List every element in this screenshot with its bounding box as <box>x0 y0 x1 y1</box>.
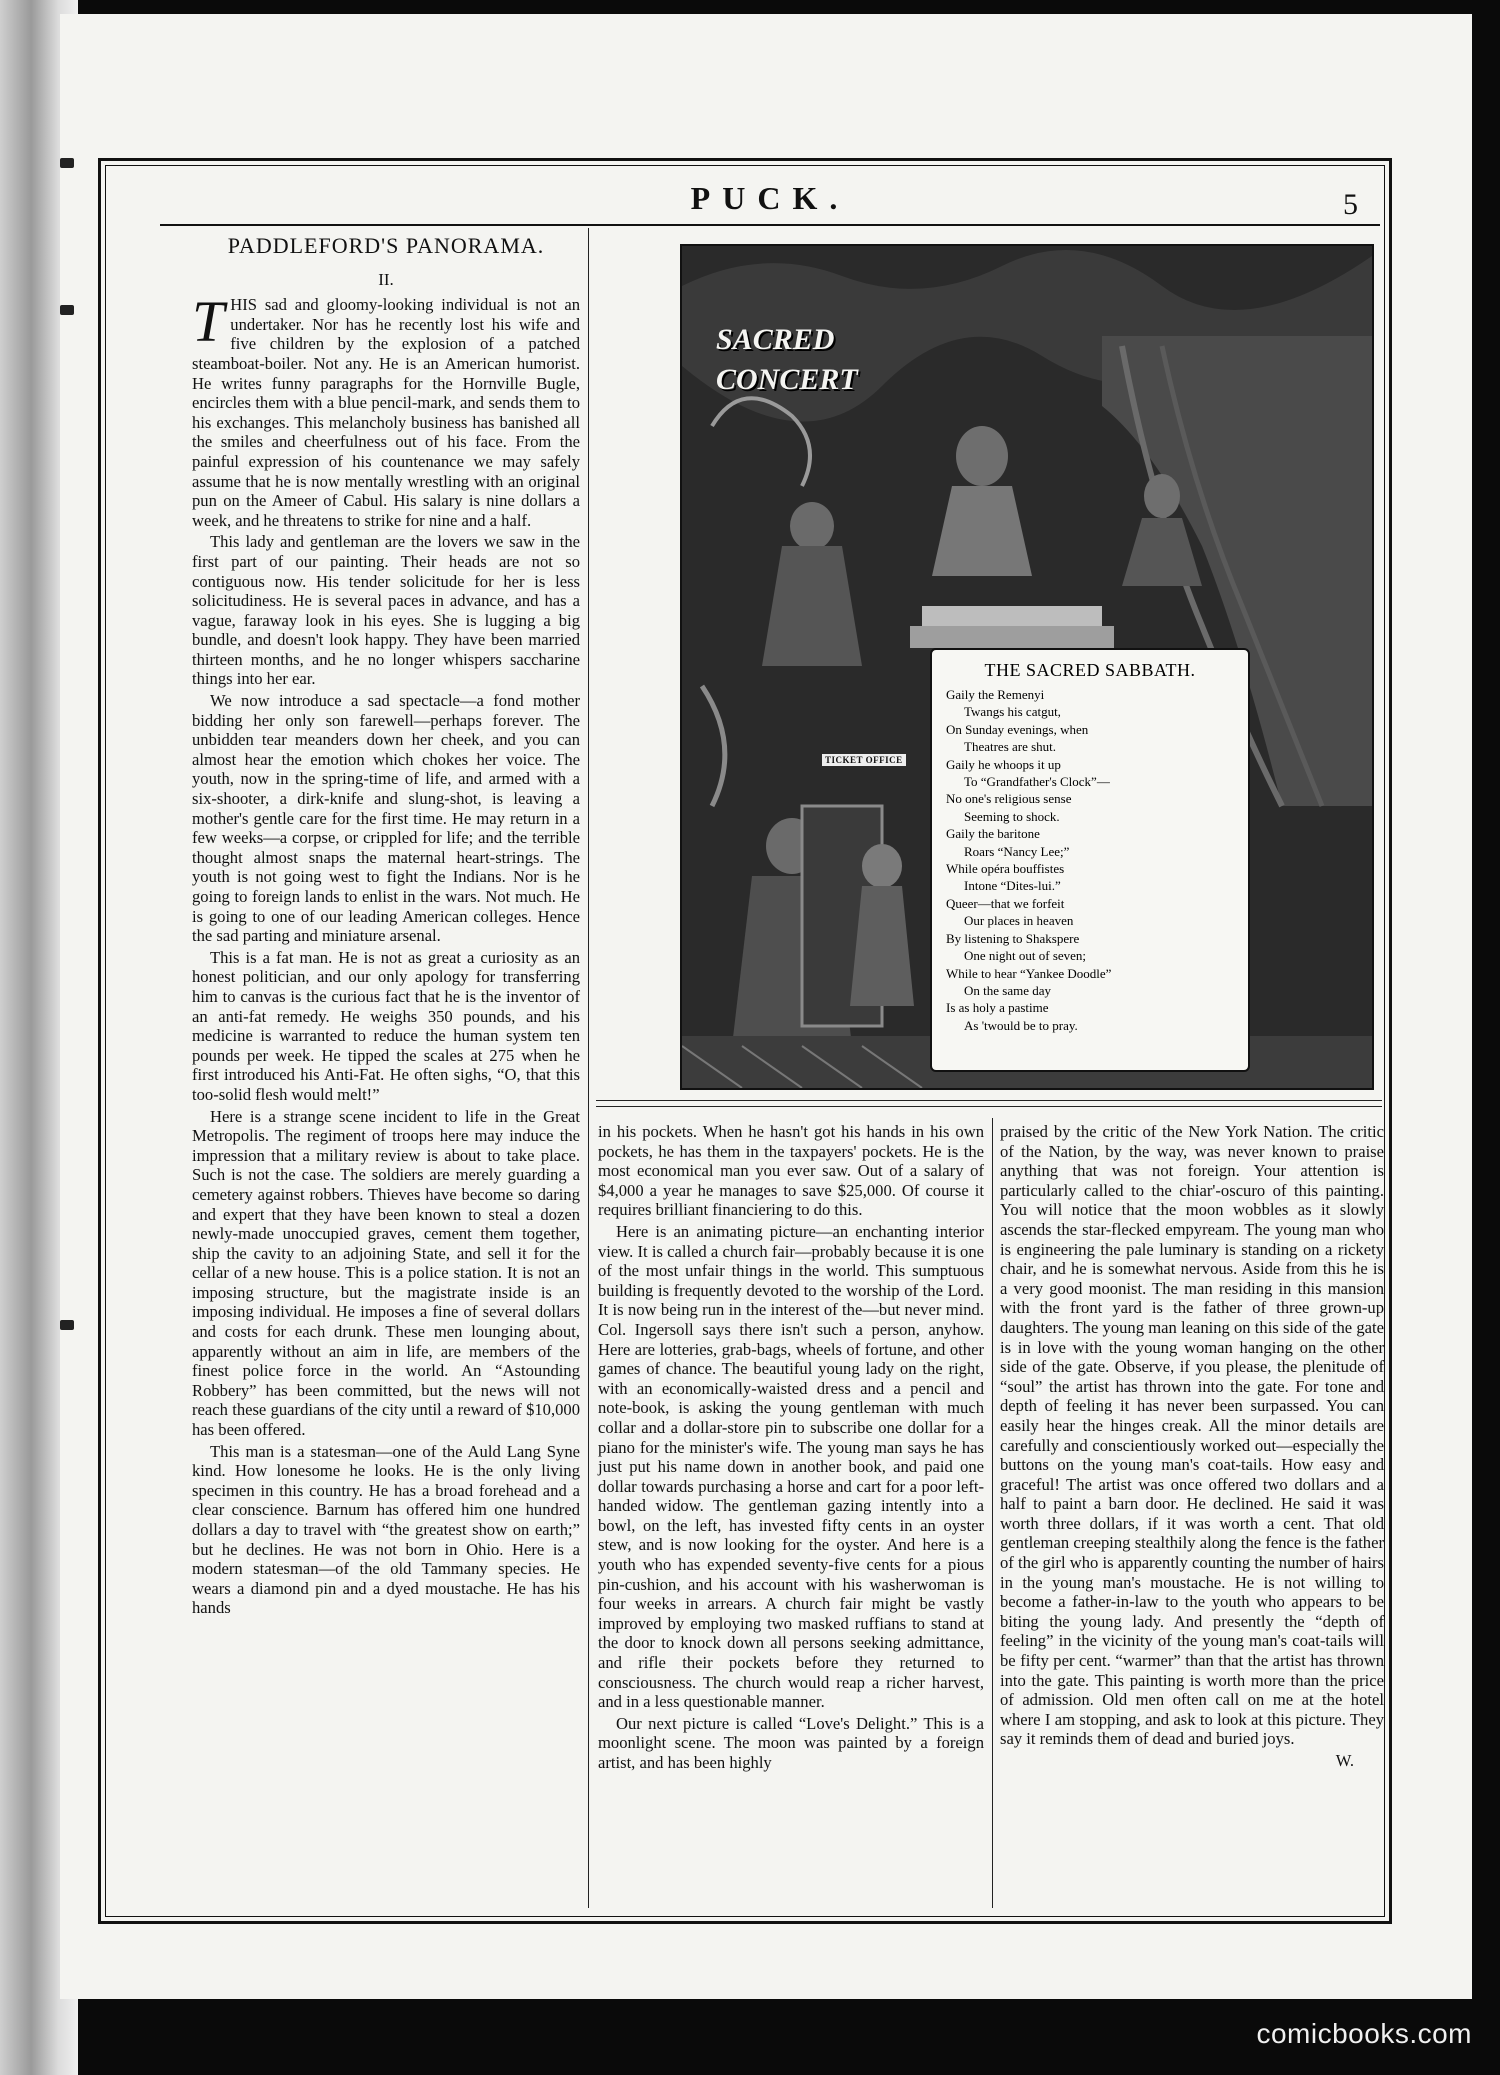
paragraph: This man is a statesman—one of the Auld Lang Syne kind. How lonesome he looks. He is the only living specimen in this country. He has a broad forehead and a clear conscience. Barnum has offered him one hundred dollars a day to travel with “the greatest show on earth;” but he declines. He was not born in Ohio. Here is a modern statesman—of the old Tammany species. He wears a diamond pin and a dyed moustache. He has his hands <box>192 1441 580 1618</box>
poem-line: Gaily the baritone <box>946 826 1040 842</box>
article-part-number: II. <box>378 269 394 289</box>
article-column-2 <box>598 1122 984 1902</box>
poem-line: One night out of seven; <box>964 948 1087 964</box>
poem-line: As 'twould be to pray. <box>964 1017 1078 1033</box>
poem-line: While to hear “Yankee Doodle” <box>946 965 1112 981</box>
page-number: 5 <box>1343 188 1358 221</box>
poem-line: Theatres are shut. <box>964 739 1057 755</box>
poem-line: On Sunday evenings, when <box>946 721 1089 737</box>
ticket-office-sign: TICKET OFFICE <box>822 754 906 766</box>
poem-line: Seeming to shock. <box>964 808 1060 824</box>
column-divider-right <box>992 1118 993 1908</box>
masthead-title: PUCK. <box>690 180 850 216</box>
poem-line: Intone “Dites-lui.” <box>964 878 1061 894</box>
article-column-1 <box>192 233 580 1896</box>
poem-line: By listening to Shakspere <box>946 930 1080 946</box>
illustration-bottom-rule-2 <box>596 1106 1382 1107</box>
poem-line: Gaily he whoops it up <box>946 756 1061 772</box>
paragraph: This is a fat man. He is not as great a curiosity as an honest politician, and our only apology for transferring him to canvas is the curious fact that he is the inventor of an anti-fat remedy. He weighs 350 pounds, and his medicine is warranted to reduce the human system ten pounds per week. He tipped the scales at 275 when he first introduced his Anti-Fat. He often sighs, “O, that this too-solid flesh would melt!” <box>192 947 580 1104</box>
poem-line: Gaily the Remenyi <box>946 687 1045 702</box>
poem-title: THE SACRED SABBATH. <box>984 660 1196 680</box>
poem-line: Roars “Nancy Lee;” <box>964 843 1070 859</box>
paragraph: Here is an animating picture—an enchanting interior view. It is called a church fair—probably because it is one of the most unfair things in the world. This sumptuous building is frequently devoted to the worship of the Lord. It is now being run in the interest of the—but never mind. Col. Ingersoll says there isn't such a person, anyhow. Here are lotteries, grab-bags, wheels of fortune, and other games of chance. The beautiful young lady on the right, with an economically-waisted dress and a pencil and note-book, is asking the young gentleman with much collar and a dollar-store pin to subscribe one dollar for a piano for the minister's wife. The young man says he has just put his name down in another book, and paid one dollar towards purchasing a horse and cart for a poor left-handed widow. The gentleman gazing intently into a bowl, on the left, has invested fifty cents in an oyster stew, and is now looking for the oyster. And here is a youth who has expended seventy-five cents for a pious pin-cushion, and his account with his washerwoman is four weeks in arrears. A church fair might be vastly improved by employing two masked ruffians to stand at the door to knock down all persons seeking admittance, and rifle their pockets before they returned to consciousness. The church would reap a richer harvest, and in a less questionable manner. <box>598 1221 984 1712</box>
masthead <box>160 180 1380 226</box>
poem-lines <box>946 686 1246 1034</box>
paragraph: THIS sad and gloomy-looking individual is not an undertaker. Nor has he recently lost his wife and five children by the explosion of a patched steamboat-boiler. Not any. He is an American humorist. He writes funny paragraphs for the Hornville Bugle, encircles them with a blue pencil-mark, and sends them to his exchanges. This melancholy business has banished all the smiles and cheerfulness out of his face. From the painful expression of his countenance we may safely assume that he is now mentally wrestling with an original pun on the Ameer of Cabul. His salary is nine dollars a week, and he threatens to strike for nine and a half. <box>192 289 580 530</box>
poem-line: Is as holy a pastime <box>946 1000 1049 1016</box>
column-divider-left <box>588 228 589 1908</box>
poem-line: To “Grandfather's Clock”— <box>964 774 1110 790</box>
drop-cap: T <box>192 289 225 355</box>
poem-scroll <box>930 648 1250 1072</box>
paragraph: in his pockets. When he hasn't got his hands in his own pockets, he has them in the taxpayers' pockets. He is the most economical man you ever saw. Out of a salary of $4,000 a year he manages to save $25,000. Of course it requires brilliant financiering to do this. <box>598 1122 984 1220</box>
poem-line: Queer—that we forfeit <box>946 895 1065 911</box>
paragraph: This lady and gentleman are the lovers we saw in the first part of our painting. Their heads are not so contiguous now. His tender solicitude for her is less solicitudiness. He is several paces in advance, and has a vague, faraway look in his eyes. She is lugging a big bundle, and doesn't look happy. They have been married thirteen months, and he no longer whispers saccharine things into her ear. <box>192 532 580 689</box>
poem-line: Twangs his catgut, <box>964 704 1061 720</box>
paragraph: praised by the critic of the New York Nation. The critic of the Nation, by the way, was never known to praise anything that was not foreign. Your attention is particularly called to the chiar'-oscuro of this painting. You will notice that the moon wobbles as it slowly ascends the star-flecked empyream. The young man who is engineering the pale luminary is standing on a rickety chair, and he is somewhat nervous. Aside from this he is a very good moonist. The man residing in this mansion with the front yard is the father of three grown-up daughters. The young man leaning on this side of the gate is in love with the young woman hanging on the other side of the gate. Observe, if you please, the plenitude of “soul” the artist has thrown into the gate. For tone and depth of feeling it has never been surpassed. You can easily hear the hinges creak. All the minor details are carefully and conscientiously worked out—especially the buttons on the young man's coat-tails. How easy and graceful! The artist was once offered two dollars and a half to paint a barn door. He declined. He said it was worth three dollars, if it was worth a cent. That old gentleman creeping stealthily along the fence is the father of the girl who is apparently counting the number of hairs in the young man's moustache. He is not willing to become a father-in-law to the youth who appears to be biting the young lady. And presently the “depth of feeling” in the vicinity of the young man's coat-tails will be fifty per cent. “warmer” than that the artist has thrown into the gate. This painting is worth more than the price of admission. Old men often call on me at the hotel where I am stopping, and ask to look at this picture. They say it reminds them of dead and buried joys. <box>1000 1122 1384 1749</box>
article-title: PADDLEFORD'S PANORAMA. <box>227 233 545 258</box>
concert-banner: SACRED CONCERT <box>716 323 858 396</box>
author-signature: W. <box>1335 1751 1354 1770</box>
illustration-bottom-rule <box>596 1100 1382 1101</box>
paragraph: We now introduce a sad spectacle—a fond mother bidding her only son farewell—perhaps forever. The unbidden tear meanders down her cheek, and you can almost hear the emotion which chokes her voice. The youth, now in the spring-time of life, and armed with a six-shooter, a dirk-knife and slung-shot, is leaving a mother's gentle care for the first time. He may return in a few weeks—a corpse, or crippled for life; and the terrible thought almost snaps the maternal heart-strings. The youth is not going west to fight the Indians. Nor is he going to foreign lands to enlist in the wars. Not much. He is going to one of our leading American colleges. Hence the sad parting and miniature arsenal. <box>192 691 580 946</box>
paragraph: Here is a strange scene incident to life in the Great Metropolis. The regiment of troops here may induce the impression that a military review is about to take place. Such is not the case. The soldiers are merely guarding a cemetery against robbers. Thieves have become so daring and expert that they have been known to steal a dozen newly-made unoccupied graves, cement them together, ship the cavity to an adjoining State, and sell it for the cellar of a new house. This is a police station. It is not an imposing structure, but the magistrate inside is an imposing individual. He imposes a fine of several dollars and costs for each drunk. These men lounging about, apparently without an aim in life, are members of the finest police force in the world. An “Astounding Robbery” has been committed, but the news will not reach these guardians of the city until a reward of $10,000 has been offered. <box>192 1106 580 1440</box>
poem-line: No one's religious sense <box>946 791 1072 807</box>
paragraph: Our next picture is called “Love's Delight.” This is a moonlight scene. The moon was painted by a foreign artist, and has been highly <box>598 1713 984 1772</box>
poem-line: Our places in heaven <box>964 913 1074 929</box>
watermark: comicbooks.com <box>1256 2018 1472 2049</box>
article-column-3 <box>1000 1122 1384 1902</box>
poem-line: On the same day <box>964 982 1052 998</box>
poem-line: While opéra bouffistes <box>946 861 1065 877</box>
